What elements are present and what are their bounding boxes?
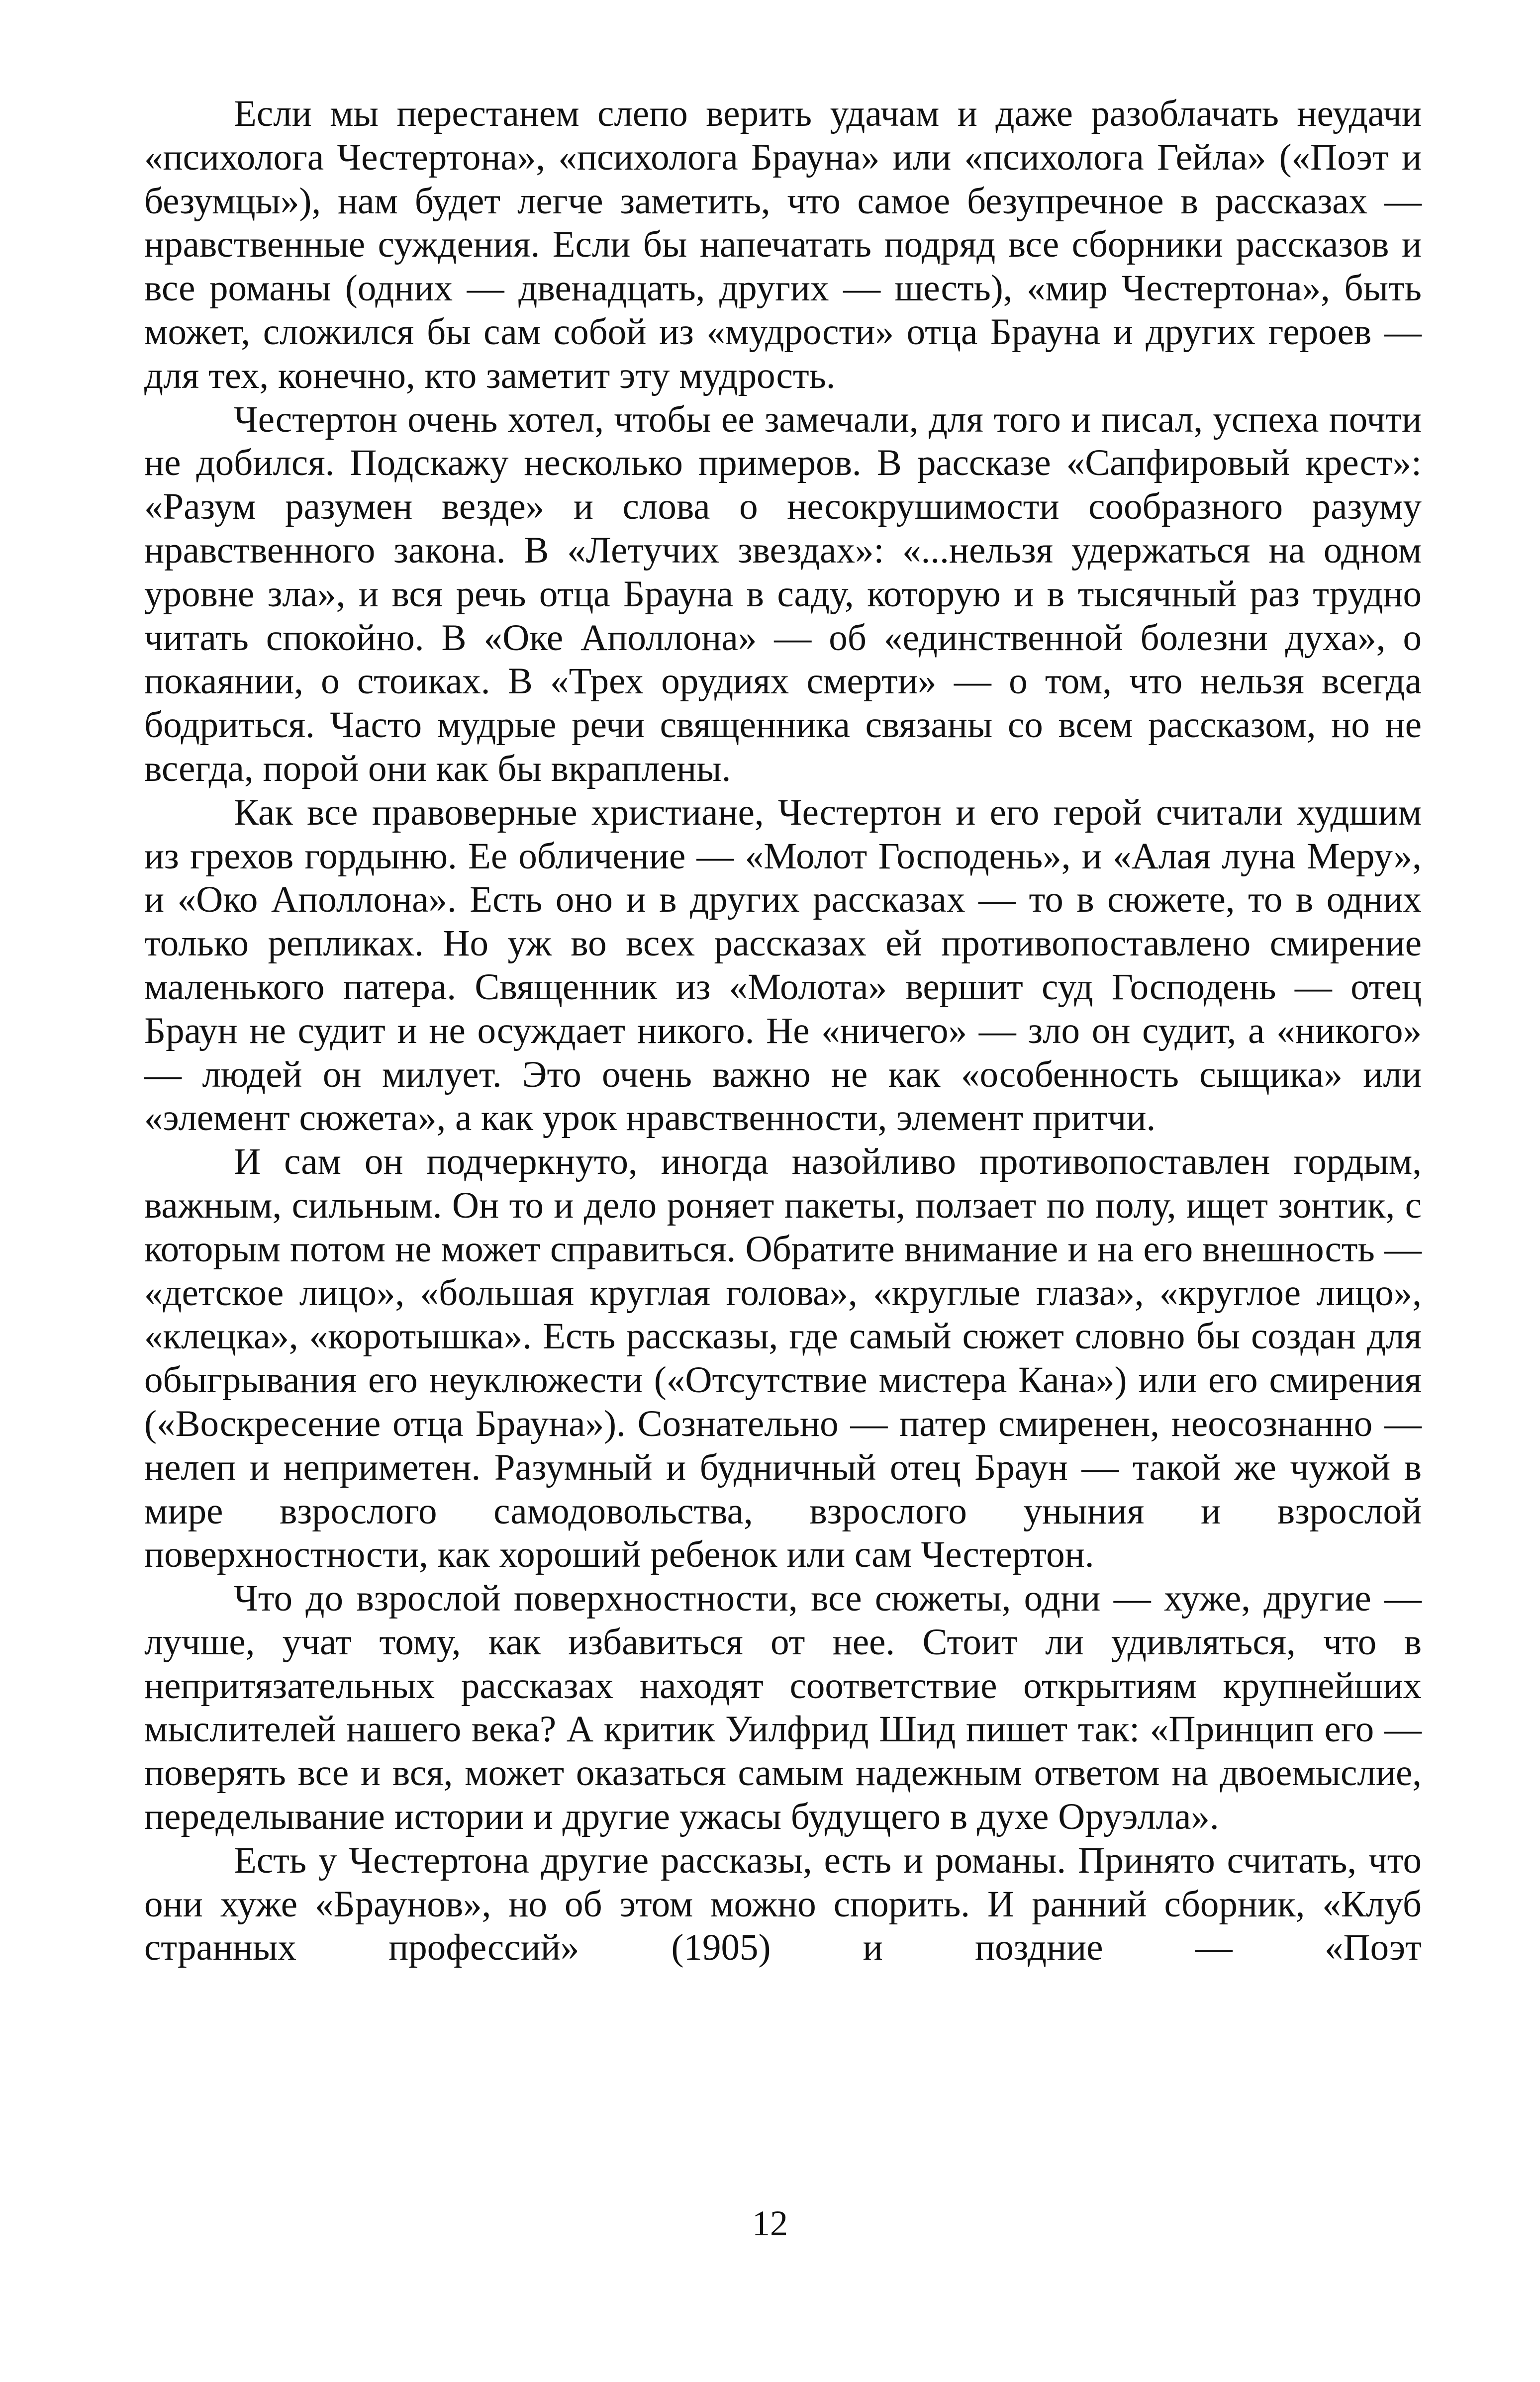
main-text [144, 92, 1422, 1970]
paragraph-6: Есть у Честертона другие рассказы, есть и романы. Принято считать, что они хуже «Браунов», но об этом можно спорить. И ранний сборник, «Клуб странных профессий» (1905) и поздние — «Поэт [144, 1839, 1422, 1969]
paragraph-5: Что до взрослой поверхностности, все сюжеты, одни — хуже, другие — лучше, учат тому, как избавиться от нее. Стоит ли удивляться, что в непритязательных рассказах находят соответствие открытиям крупнейших мыслителей нашего века? А критик Уилфрид Шид пишет так: «Принцип его — поверять все и вся, может оказаться самым надежным ответом на двоемыслие, переделывание истории и другие ужасы будущего в духе Оруэлла». [144, 1578, 1422, 1838]
paragraph-4: И сам он подчеркнуто, иногда назойливо противопоставлен гордым, важным, сильным. Он то и дело роняет пакеты, ползает по полу, ищет зонтик, с которым потом не может справиться. Обратите внимание и на его внешность — «детское лицо», «большая круглая голова», «круглые глаза», «круглое лицо», «клецка», «коротышка». Есть рассказы, где самый сюжет словно бы создан для обыгрывания его неуклюжести («Отсутствие мистера Кана») или его смирения («Воскресение отца Брауна»). Сознательно — патер смиренен, неосознанно — нелеп и неприметен. Разумный и будничный отец Браун — такой же чужой в мире взрослого самодовольства, взрослого уныния и взрослой поверхностности, как хороший ребенок или сам Честертон. [144, 1141, 1422, 1576]
paragraph-1: Если мы перестанем слепо верить удачам и даже разоблачать неудачи «психолога Честертона», «психолога Брауна» или «психолога Гейла» («Поэт и безумцы»), нам будет легче заметить, что самое безупречное в рассказах — нравственные суждения. Если бы напечатать подряд все сборники рассказов и все романы (одних — двенадцать, других — шесть), «мир Честертона», быть может, сложился бы сам собой из «мудрости» отца Брауна и других героев — для тех, конечно, кто заметит эту мудрость. [144, 93, 1422, 396]
paragraph-2: Честертон очень хотел, чтобы ее замечали, для того и писал, успеха почти не добился. Подскажу несколько примеров. В рассказе «Сапфировый крест»: «Разум разумен везде» и слова о несокрушимости сообразного разуму нравственного закона. В «Летучих звездах»: «...нельзя удержаться на одном уровне зла», и вся речь отца Брауна в саду, которую и в тысячный раз трудно читать спокойно. В «Оке Аполлона» — об «единственной болезни духа», о покаянии, о стоиках. В «Трех орудиях смерти» — о том, что нельзя всегда бодриться. Часто мудрые речи священника связаны со всем рассказом, но не всегда, порой они как бы вкраплены. [144, 398, 1422, 789]
paragraph-3: Как все правоверные христиане, Честертон и его герой считали худшим из грехов гордыню. Ее обличение — «Молот Господень», и «Алая луна Меру», и «Око Аполлона». Есть оно и в других рассказах — то в сюжете, то в одних только репликах. Но уж во всех рассказах ей противопоставлено смирение маленького патера. Священник из «Молота» вершит суд Господень — отец Браун не судит и не осуждает никого. Не «ничего» — зло он судит, а «никого» — людей он милует. Это очень важно не как «особенность сыщика» или «элемент сюжета», а как урок нравственности, элемент притчи. [144, 791, 1422, 1139]
page-number: 12 [752, 2203, 788, 2243]
